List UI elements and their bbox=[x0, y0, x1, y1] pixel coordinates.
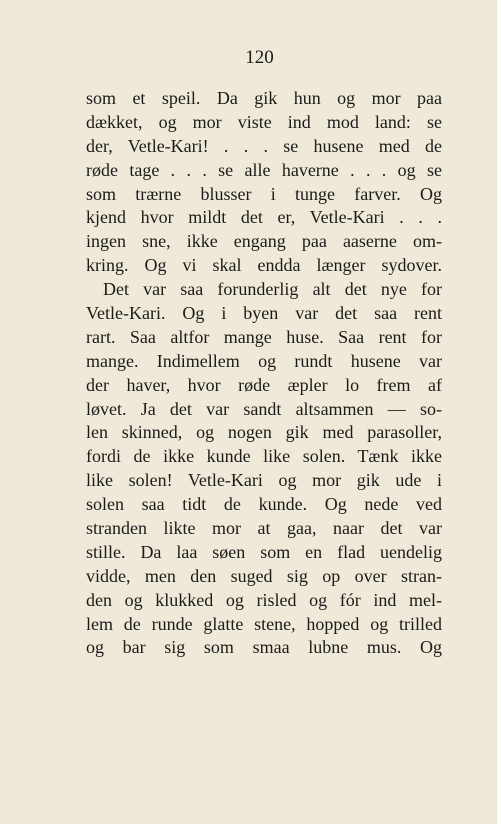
text-line: stille. Da laa søen som en flad uendelig bbox=[86, 541, 442, 562]
text-line: solen saa tidt de kunde. Og nede ved bbox=[86, 494, 442, 515]
text-line: ingen sne, ikke engang paa aaserne om- bbox=[86, 231, 442, 252]
page-number: 120 bbox=[245, 47, 274, 68]
text-line: kjend hvor mildt det er, Vetle-Kari . . . bbox=[86, 207, 442, 228]
text-line: stranden likte mor at gaa, naar det var bbox=[86, 518, 442, 539]
text-line: og bar sig som smaa lubne mus. Og bbox=[86, 637, 442, 658]
text-line: vidde, men den suged sig op over stran- bbox=[86, 565, 442, 586]
text-line: der haver, hvor røde æpler lo frem af bbox=[86, 374, 442, 395]
body-text bbox=[86, 87, 442, 660]
text-line: like solen! Vetle-Kari og mor gik ude i bbox=[86, 470, 442, 491]
text-line: dækket, og mor viste ind mod land: se bbox=[86, 111, 442, 132]
text-line: kring. Og vi skal endda længer sydover. bbox=[86, 255, 442, 276]
text-line: lem de runde glatte stene, hopped og trilled bbox=[86, 613, 442, 634]
text-line: mange. Indimellem og rundt husene var bbox=[86, 350, 442, 371]
text-line: røde tage . . . se alle haverne . . . og se bbox=[86, 159, 442, 180]
text-line: fordi de ikke kunde like solen. Tænk ikke bbox=[86, 446, 442, 467]
text-line: Vetle-Kari. Og i byen var det saa rent bbox=[86, 303, 442, 324]
text-line: der, Vetle-Kari! . . . se husene med de bbox=[86, 135, 442, 156]
text-line: rart. Saa altfor mange huse. Saa rent for bbox=[86, 326, 442, 347]
page-edge bbox=[497, 0, 501, 824]
text-line: Det var saa forunderlig alt det nye for bbox=[103, 279, 442, 300]
text-line: løvet. Ja det var sandt altsammen — so- bbox=[86, 398, 442, 419]
text-line: den og klukked og risled og fór ind mel- bbox=[86, 589, 442, 610]
text-line: som trærne blusser i tunge farver. Og bbox=[86, 183, 442, 204]
text-line: som et speil. Da gik hun og mor paa bbox=[86, 88, 442, 108]
text-line: len skinned, og nogen gik med parasoller, bbox=[86, 422, 442, 443]
